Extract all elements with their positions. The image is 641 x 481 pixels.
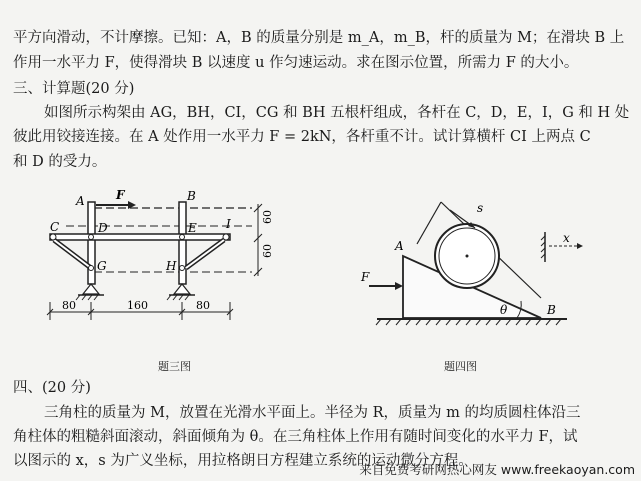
section3-heading: 三、计算题(20 分) bbox=[13, 81, 135, 97]
watermark: 来自免费考研网热心网友 www.freekaoyan.com bbox=[359, 462, 635, 477]
dim-upper: 60 bbox=[261, 210, 274, 224]
label-C: C bbox=[50, 220, 60, 234]
section4-heading: 四、(20 分) bbox=[13, 380, 91, 396]
problem3-line-1: 如图所示构架由 AG，BH，CI，CG 和 BH 五根杆组成，各杆在 C，D，E，I，G 和 H 处 bbox=[44, 105, 630, 121]
label-G: G bbox=[97, 259, 107, 273]
label-H: H bbox=[166, 259, 177, 273]
label-theta: θ bbox=[500, 303, 508, 317]
problem4-line-3: 以图示的 x，s 为广义坐标，用拉格朗日方程建立系统的运动微分方程。 bbox=[13, 453, 473, 469]
dim-lower: 60 bbox=[261, 244, 274, 258]
figure-4-caption: 题四图 bbox=[444, 360, 477, 373]
label-D: D bbox=[98, 221, 108, 235]
line-1: 平方向滑动，不计摩擦。已知：A，B 的质量分别是 m_A，m_B，杆的质量为 M；在滑块 B 上 bbox=[13, 30, 625, 46]
problem3-line-2: 彼此用铰接连接。在 A 处作用一水平力 F = 2kN，各杆重不计。试计算横杆 CI 上两点 C bbox=[13, 129, 591, 145]
label-F: F bbox=[116, 188, 125, 202]
problem4-line-2: 角柱体的粗糙斜面滚动，斜面倾角为 θ。在三角柱体上作用有随时间变化的水平力 F，试 bbox=[13, 429, 578, 445]
problem3-line-3: 和 D 的受力。 bbox=[13, 154, 107, 170]
problem4-line-1: 三角柱的质量为 M，放置在光滑水平面上。半径为 R，质量为 m 的均质圆柱体沿三 bbox=[44, 405, 581, 421]
label-F: F bbox=[361, 270, 370, 284]
label-s: s bbox=[477, 201, 484, 215]
label-E: E bbox=[188, 221, 197, 235]
label-I: I bbox=[226, 217, 231, 231]
dim-left: 80 bbox=[62, 299, 76, 312]
label-A: A bbox=[76, 194, 85, 208]
dim-middle: 160 bbox=[127, 299, 148, 312]
figure-3-frame bbox=[36, 184, 286, 344]
label-B: B bbox=[187, 189, 196, 203]
figure-4-prism bbox=[355, 186, 585, 336]
label-A: A bbox=[395, 239, 404, 253]
figure-3-caption: 题三图 bbox=[158, 360, 191, 373]
label-x: x bbox=[563, 231, 570, 245]
label-B: B bbox=[547, 303, 556, 317]
line-2: 作用一水平力 F，使得滑块 B 以速度 u 作匀速运动。求在图示位置，所需力 F 的大小。 bbox=[13, 55, 579, 71]
dim-right: 80 bbox=[196, 299, 210, 312]
